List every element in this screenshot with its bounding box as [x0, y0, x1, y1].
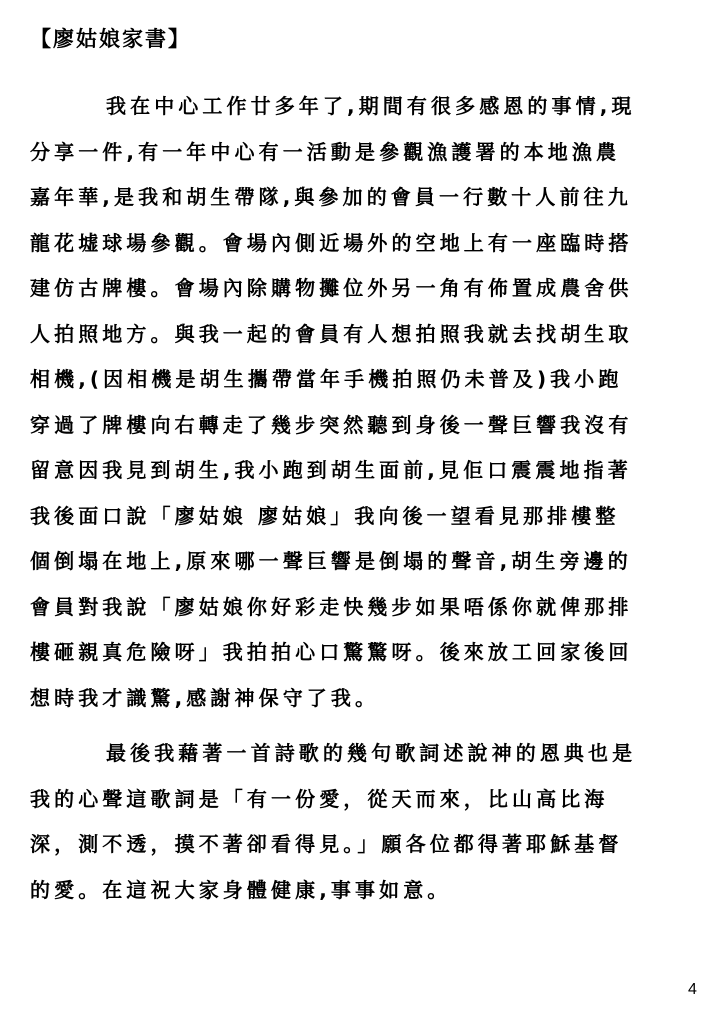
document-title: 【廖姑娘家書】: [30, 27, 191, 51]
paragraph-line: 個倒塌在地上,原來哪一聲巨響是倒塌的聲音,胡生旁邊的: [30, 549, 632, 573]
paragraph-line: 相機,(因相機是胡生攜帶當年手機拍照仍未普及)我小跑: [30, 367, 623, 391]
paragraph-line: 留意因我見到胡生,我小跑到胡生面前,見佢口震震地指著: [30, 458, 632, 482]
paragraph-2: [30, 731, 700, 913]
paragraph-line: 的愛。在這祝大家身體健康,事事如意。: [30, 877, 452, 902]
paragraph-line: 分享一件,有一年中心有一活動是參觀漁護署的本地漁農: [30, 139, 621, 164]
paragraph-line: 穿過了牌樓向右轉走了幾步突然聽到身後一聲巨響我沒有: [30, 412, 633, 437]
paragraph-gap: [30, 721, 700, 731]
paragraph-line: 建仿古牌樓。會場內除購物攤位外另一角有佈置成農舍供: [30, 276, 633, 300]
paragraph-line: 我後面口說「廖姑娘 廖姑娘」我向後一望看見那排樓整: [30, 503, 620, 528]
paragraph-line: 人拍照地方。與我一起的會員有人想拍照我就去找胡生取: [30, 321, 633, 346]
paragraph-line: 我在中心工作廿多年了,期間有很多感恩的事情,現: [106, 94, 636, 118]
paragraph-line: 想時我才識驚,感謝神保守了我。: [30, 685, 380, 710]
paragraph-line: 深，測不透，摸不著卻看得見。」願各位都得著耶穌基督: [30, 832, 623, 856]
paragraph-line: 嘉年華,是我和胡生帶隊,與參加的會員一行數十人前往九: [30, 185, 632, 209]
page-number: 4: [688, 981, 697, 998]
paragraph-line: 會員對我說「廖姑娘你好彩走快幾步如果唔係你就俾那排: [30, 594, 633, 619]
paragraph-line: 最後我藉著一首詩歌的幾句歌詞述說神的恩典也是: [106, 741, 637, 765]
paragraph-line: 龍花墟球場參觀。會場內側近場外的空地上有一座臨時搭: [30, 230, 633, 255]
paragraph-1: [30, 84, 700, 721]
document-body: [30, 84, 700, 913]
paragraph-line: 我的心聲這歌詞是「有一份愛，從天而來，比山高比海: [30, 786, 609, 811]
paragraph-line: 樓砸親真危險呀」我拍拍心口驚驚呀。後來放工回家後回: [30, 640, 633, 664]
